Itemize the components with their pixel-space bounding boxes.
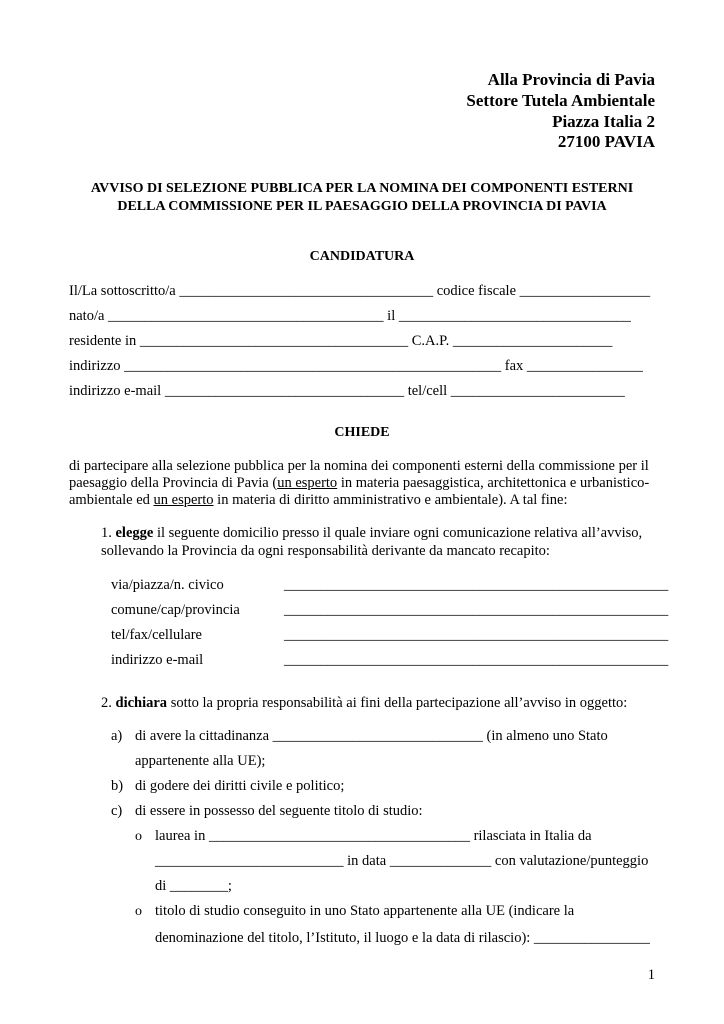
domicile-label-email: indirizzo e-mail	[111, 652, 204, 668]
subitem-2-line-1: titolo di studio conseguito in uno Stato appartenente alla UE (indicare la	[155, 903, 575, 919]
domicile-line-city: _____________________________________________________	[284, 602, 669, 618]
notice-title-line-1: AVVISO DI SELEZIONE PUBBLICA PER LA NOMINA DEI COMPONENTI ESTERNI	[90, 181, 634, 196]
domicile-line-phone: _____________________________________________________	[284, 627, 669, 643]
item-a-text-2: appartenente alla UE);	[135, 753, 266, 769]
intro-line-3	[69, 491, 568, 509]
subitem-1-line-2: __________________________ in data ______________ con valutazione/punteggio	[155, 853, 649, 869]
subitem-1-line-3: di ________;	[155, 878, 232, 894]
item-b-marker: b)	[111, 778, 124, 794]
domicile-label-street: via/piazza/n. civico	[111, 577, 224, 593]
item-a-marker: a)	[111, 728, 123, 744]
address-line-2: Settore Tutela Ambientale	[466, 91, 655, 110]
point-1-verb: elegge	[115, 525, 154, 541]
domicile-label-city: comune/cap/provincia	[111, 602, 240, 618]
domicile-label-phone: tel/fax/cellulare	[111, 627, 202, 643]
address-line-3: Piazza Italia 2	[552, 112, 655, 131]
field-row-contact: indirizzo e-mail _________________________________ tel/cell ________________________	[69, 383, 625, 399]
intro-line-2-start: paesaggio della Provincia di Pavia (	[69, 475, 278, 491]
domicile-line-street: _____________________________________________________	[284, 577, 669, 593]
point-1-line-1	[101, 524, 642, 542]
domicile-line-email: _____________________________________________________	[284, 652, 669, 668]
section-candidatura: CANDIDATURA	[309, 249, 415, 264]
intro-line-3-end: in materia di diritto amministrativo e ambientale). A tal fine:	[213, 492, 568, 508]
item-c-marker: c)	[111, 803, 123, 819]
point-1-line-2: sollevando la Provincia da ogni responsabilità derivante da mancato recapito:	[101, 543, 550, 559]
point-1-text: il seguente domicilio presso il quale inviare ogni comunicazione relativa all’avviso,	[156, 525, 643, 541]
intro-line-1: di partecipare alla selezione pubblica per la nomina dei componenti esterni della commissione per il	[69, 458, 649, 474]
address-line-4: 27100 PAVIA	[557, 132, 655, 151]
field-row-address: indirizzo ____________________________________________________ fax ________________	[69, 358, 643, 374]
item-c-text: di essere in possesso del seguente titolo di studio:	[135, 803, 423, 819]
subitem-1-bullet: o	[135, 829, 142, 844]
page-number: 1	[647, 967, 655, 983]
point-2-number: 2.	[101, 695, 112, 711]
subitem-1-line-1: laurea in ____________________________________ rilasciata in Italia da	[155, 828, 592, 844]
field-row-birth: nato/a ______________________________________ il ________________________________	[69, 308, 631, 324]
field-row-residence: residente in _____________________________________ C.A.P. ______________________	[69, 333, 613, 349]
intro-expert-2: un esperto	[153, 492, 214, 508]
intro-line-2-end: in materia paesaggistica, architettonica e urbanistico-	[337, 475, 650, 491]
subitem-2-bullet: o	[135, 904, 142, 919]
point-1-number: 1.	[101, 525, 112, 541]
point-2-text: sotto la propria responsabilità ai fini della partecipazione all’avviso in oggetto:	[170, 695, 628, 711]
field-row-name: Il/La sottoscritto/a ___________________________________ codice fiscale __________________	[69, 283, 651, 299]
intro-line-3-start: ambientale ed	[69, 492, 154, 508]
subitem-2-line-2: denominazione del titolo, l’Istituto, il luogo e la data di rilascio): ________________	[155, 930, 650, 946]
address-line-1: Alla Provincia di Pavia	[487, 70, 655, 89]
point-2-line	[101, 694, 627, 712]
intro-expert-1: un esperto	[277, 475, 338, 491]
item-a-text: di avere la cittadinanza _____________________________ (in almeno uno Stato	[135, 728, 608, 744]
point-2-verb: dichiara	[115, 695, 168, 711]
notice-title-line-2: DELLA COMMISSIONE PER IL PAESAGGIO DELLA PROVINCIA DI PAVIA	[117, 199, 607, 214]
item-b-text: di godere dei diritti civile e politico;	[135, 778, 345, 794]
intro-line-2	[69, 474, 649, 492]
section-chiede: CHIEDE	[334, 425, 390, 440]
